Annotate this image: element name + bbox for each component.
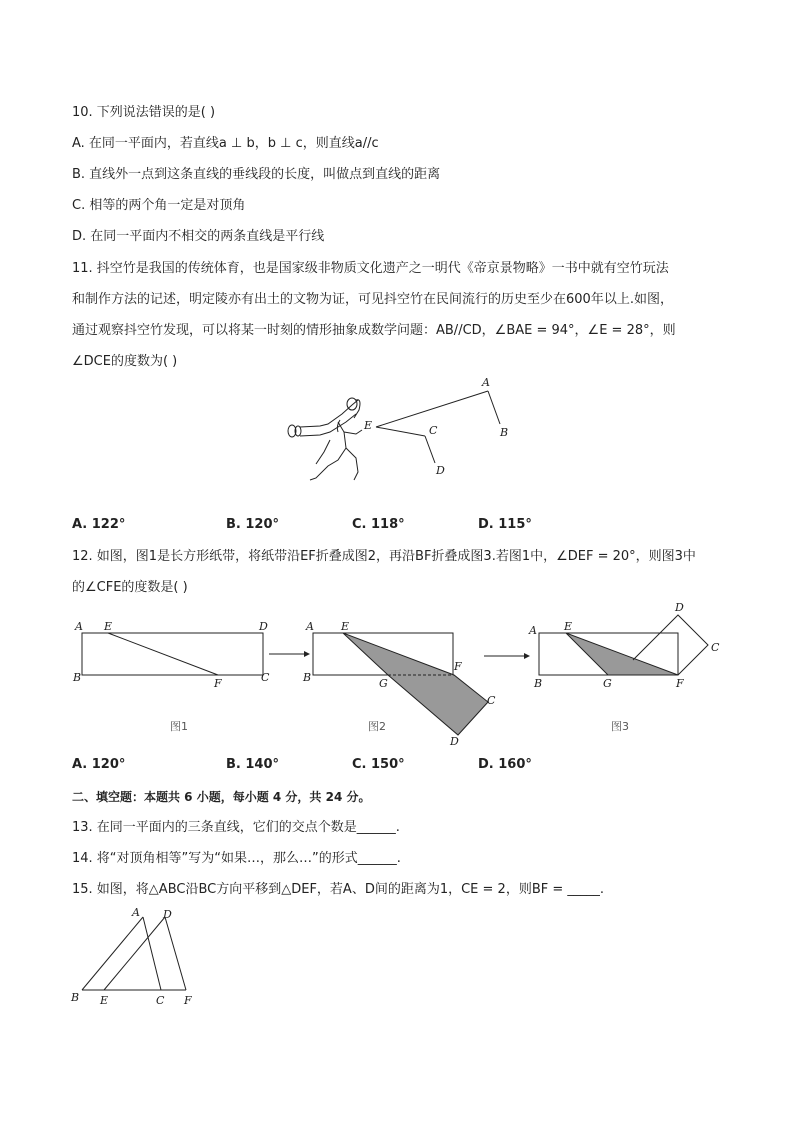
fig3-caption: 图3 — [611, 720, 629, 733]
q12-figure-1 — [72, 620, 270, 733]
fig1-label-c: C — [261, 671, 270, 684]
q10-option-d: D. 在同一平面内不相交的两条直线是平行线 — [72, 229, 325, 244]
fig2-caption: 图2 — [368, 720, 386, 733]
segment-ac — [143, 917, 161, 990]
fig2-label-d: D — [450, 735, 459, 748]
q12-option-a: A. 120° — [72, 757, 126, 772]
segment-ab — [488, 391, 500, 424]
q11-figure — [280, 370, 520, 485]
fig2-label-b: B — [303, 671, 312, 684]
q12-figures — [66, 598, 736, 750]
q15-label-b: B — [71, 991, 80, 1004]
fig1-label-d: D — [259, 620, 268, 633]
fig1-label-a: A — [75, 620, 83, 633]
q11-label-b: B — [500, 426, 509, 439]
q11-line-3: 通过观察抖空竹发现，可以将某一时刻的情形抽象成数学问题：AB//CD，∠BAE = 94°，∠E = 28°，则 — [72, 323, 676, 338]
fig1-label-b: B — [73, 671, 82, 684]
q12-line-2: 的∠CFE的度数是( ) — [72, 580, 188, 595]
q11-line-4: ∠DCE的度数为( ) — [72, 354, 178, 369]
q10-option-b: B. 直线外一点到这条直线的垂线段的长度，叫做点到直线的距离 — [72, 167, 441, 182]
fig1-caption: 图1 — [170, 720, 188, 733]
q15-label-d: D — [163, 908, 172, 921]
fig3-label-f: F — [676, 677, 684, 690]
q11-line-1: 11. 抖空竹是我国的传统体育，也是国家级非物质文化遗产之一明代《帝京景物略》一书中就有空竹玩法 — [72, 261, 669, 276]
q11-option-b: B. 120° — [226, 517, 280, 532]
fig2-label-c: C — [487, 694, 496, 707]
q11-label-e: E — [364, 419, 373, 432]
segment-ea — [376, 391, 488, 427]
q12-option-c: C. 150° — [352, 757, 405, 772]
fig3-label-d: D — [675, 601, 684, 614]
fig2-label-e: E — [341, 620, 350, 633]
q11-label-a: A — [482, 376, 490, 389]
fig1-label-f: F — [214, 677, 222, 690]
q12-option-b: B. 140° — [226, 757, 280, 772]
q12-figure-3 — [528, 601, 720, 733]
fig3-label-g: G — [603, 677, 612, 690]
q11-option-c: C. 118° — [352, 517, 405, 532]
fig3-label-e: E — [564, 620, 573, 633]
q14-text: 14. 将“对顶角相等”写为“如果…，那么…”的形式______. — [72, 851, 401, 866]
fig1-label-e: E — [104, 620, 113, 633]
q10-stem: 10. 下列说法错误的是( ) — [72, 105, 216, 120]
segment-ec — [376, 427, 425, 436]
q11-option-a: A. 122° — [72, 517, 126, 532]
q11-option-d: D. 115° — [478, 517, 532, 532]
arrow-icon — [484, 653, 530, 659]
q10-option-a: A. 在同一平面内，若直线a ⊥ b，b ⊥ c，则直线a//c — [72, 136, 379, 151]
q15-label-e: E — [100, 994, 109, 1007]
q15-label-f: F — [184, 994, 192, 1007]
fig2-label-g: G — [379, 677, 388, 690]
fig2-label-f: F — [454, 660, 462, 673]
section-2-title: 二、填空题：本题共 6 小题，每小题 4 分，共 24 分。 — [72, 790, 371, 804]
fig2-label-a: A — [306, 620, 314, 633]
q12-figure-2 — [302, 620, 496, 748]
q11-label-d: D — [436, 464, 445, 477]
q15-figure — [66, 900, 206, 1010]
fig3-label-c: C — [711, 641, 720, 654]
fig3-label-b: B — [534, 677, 543, 690]
arrow-icon — [269, 651, 310, 657]
q15-label-c: C — [156, 994, 165, 1007]
q11-line-2: 和制作方法的记述，明定陵亦有出土的文物为证，可见抖空竹在民间流行的历史至少在600年以上.如图， — [72, 292, 673, 307]
q15-label-a: A — [132, 906, 140, 919]
segment-df — [165, 917, 186, 990]
fig3-label-a: A — [529, 624, 537, 637]
segment-cd — [425, 436, 435, 463]
q13-text: 13. 在同一平面内的三条直线，它们的交点个数是______. — [72, 820, 400, 835]
q15-text: 15. 如图，将△ABC沿BC方向平移到△DEF，若A、D间的距离为1，CE = 2，则BF = _____. — [72, 882, 605, 897]
q12-option-d: D. 160° — [478, 757, 532, 772]
q11-label-c: C — [429, 424, 438, 437]
q12-line-1: 12. 如图，图1是长方形纸带，将纸带沿EF折叠成图2，再沿BF折叠成图3.若图1中，∠DEF = 20°，则图3中 — [72, 549, 696, 564]
q10-option-c: C. 相等的两个角一定是对顶角 — [72, 198, 246, 213]
diabolo-player-drawing — [288, 398, 362, 480]
